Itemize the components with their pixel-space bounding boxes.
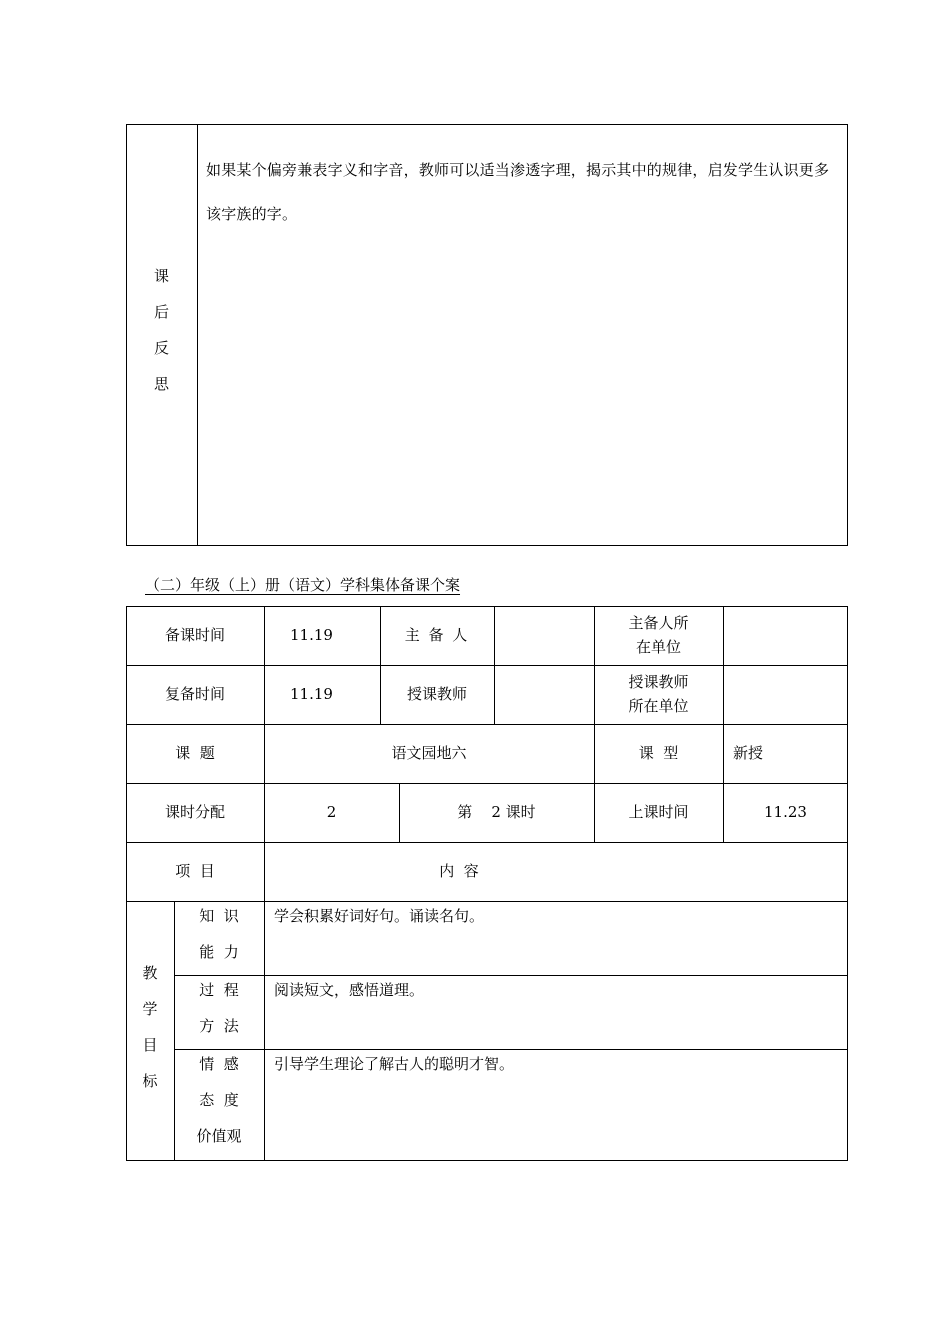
table-rule <box>174 975 848 976</box>
teacher-unit-label-line2: 所在单位 <box>628 696 689 715</box>
goal-label-line: 情 感 <box>199 1055 239 1073</box>
teacher-unit-label <box>594 665 723 724</box>
goals-label-char: 目 <box>142 1036 158 1054</box>
goal-label-line: 知 识 <box>199 907 239 925</box>
goal-label-line: 态 度 <box>199 1091 239 1109</box>
goal-knowledge-label <box>174 898 264 970</box>
goals-label-char: 学 <box>142 1000 158 1018</box>
goals-label <box>126 955 174 1099</box>
periods-label: 课时分配 <box>164 802 225 821</box>
reflection-text: 如果某个偏旁兼表字义和字音，教师可以适当渗透字理，揭示其中的规律，启发学生认识更多该字族的字。 <box>206 161 830 223</box>
period-number: 第 2 课时 <box>457 802 536 821</box>
reflection-label-char: 后 <box>153 303 169 321</box>
reflection-label-char: 思 <box>153 375 169 393</box>
main-preparer-unit-label <box>594 606 723 665</box>
item-label: 项 目 <box>175 861 215 880</box>
class-time-label: 上课时间 <box>628 802 689 821</box>
topic-value: 语文园地六 <box>391 743 467 762</box>
prep-time-label: 备课时间 <box>164 625 225 644</box>
goals-label-char: 教 <box>142 964 158 982</box>
goal-label-line: 过 程 <box>199 981 239 999</box>
type-value: 新授 <box>733 743 764 762</box>
reflection-divider <box>197 124 198 546</box>
goal-process-text: 阅读短文，感悟道理。 <box>274 981 425 999</box>
teacher-unit-value <box>723 665 848 724</box>
topic-label: 课 题 <box>175 743 215 762</box>
content-label: 内 容 <box>439 861 479 880</box>
table-rule <box>174 1049 848 1050</box>
main-preparer-value <box>494 606 594 665</box>
review-time-label: 复备时间 <box>164 684 225 703</box>
main-preparer-unit-label-line1: 主备人所 <box>628 614 689 633</box>
periods-value: 2 <box>326 802 337 821</box>
main-preparer-unit-label-line2: 在单位 <box>635 637 681 656</box>
goal-attitude-label <box>174 1046 264 1154</box>
goal-label-line: 能 力 <box>199 943 239 961</box>
goal-attitude-text: 引导学生理论了解古人的聪明才智。 <box>274 1055 515 1073</box>
goal-label-line: 价值观 <box>196 1127 242 1145</box>
type-label: 课 型 <box>638 743 679 762</box>
reflection-label-char: 课 <box>153 267 169 285</box>
goals-label-char: 标 <box>142 1072 158 1090</box>
lesson-plan-title: （二）年级（上）册（语文）学科集体备课个案 <box>145 576 461 594</box>
review-time-value: 11.19 <box>290 684 333 703</box>
reflection-label <box>126 258 197 402</box>
prep-time-value: 11.19 <box>290 625 333 644</box>
class-time-value: 11.23 <box>764 802 807 821</box>
goal-label-line: 方 法 <box>199 1017 239 1035</box>
teacher-label: 授课教师 <box>406 684 467 703</box>
teacher-unit-label-line1: 授课教师 <box>628 673 689 692</box>
main-preparer-unit-value <box>723 606 848 665</box>
reflection-label-char: 反 <box>153 339 169 357</box>
main-preparer-label: 主 备 人 <box>404 625 470 644</box>
goal-knowledge-text: 学会积累好词好句。诵读名句。 <box>274 907 485 925</box>
goal-process-label <box>174 972 264 1044</box>
teacher-value <box>494 665 594 724</box>
